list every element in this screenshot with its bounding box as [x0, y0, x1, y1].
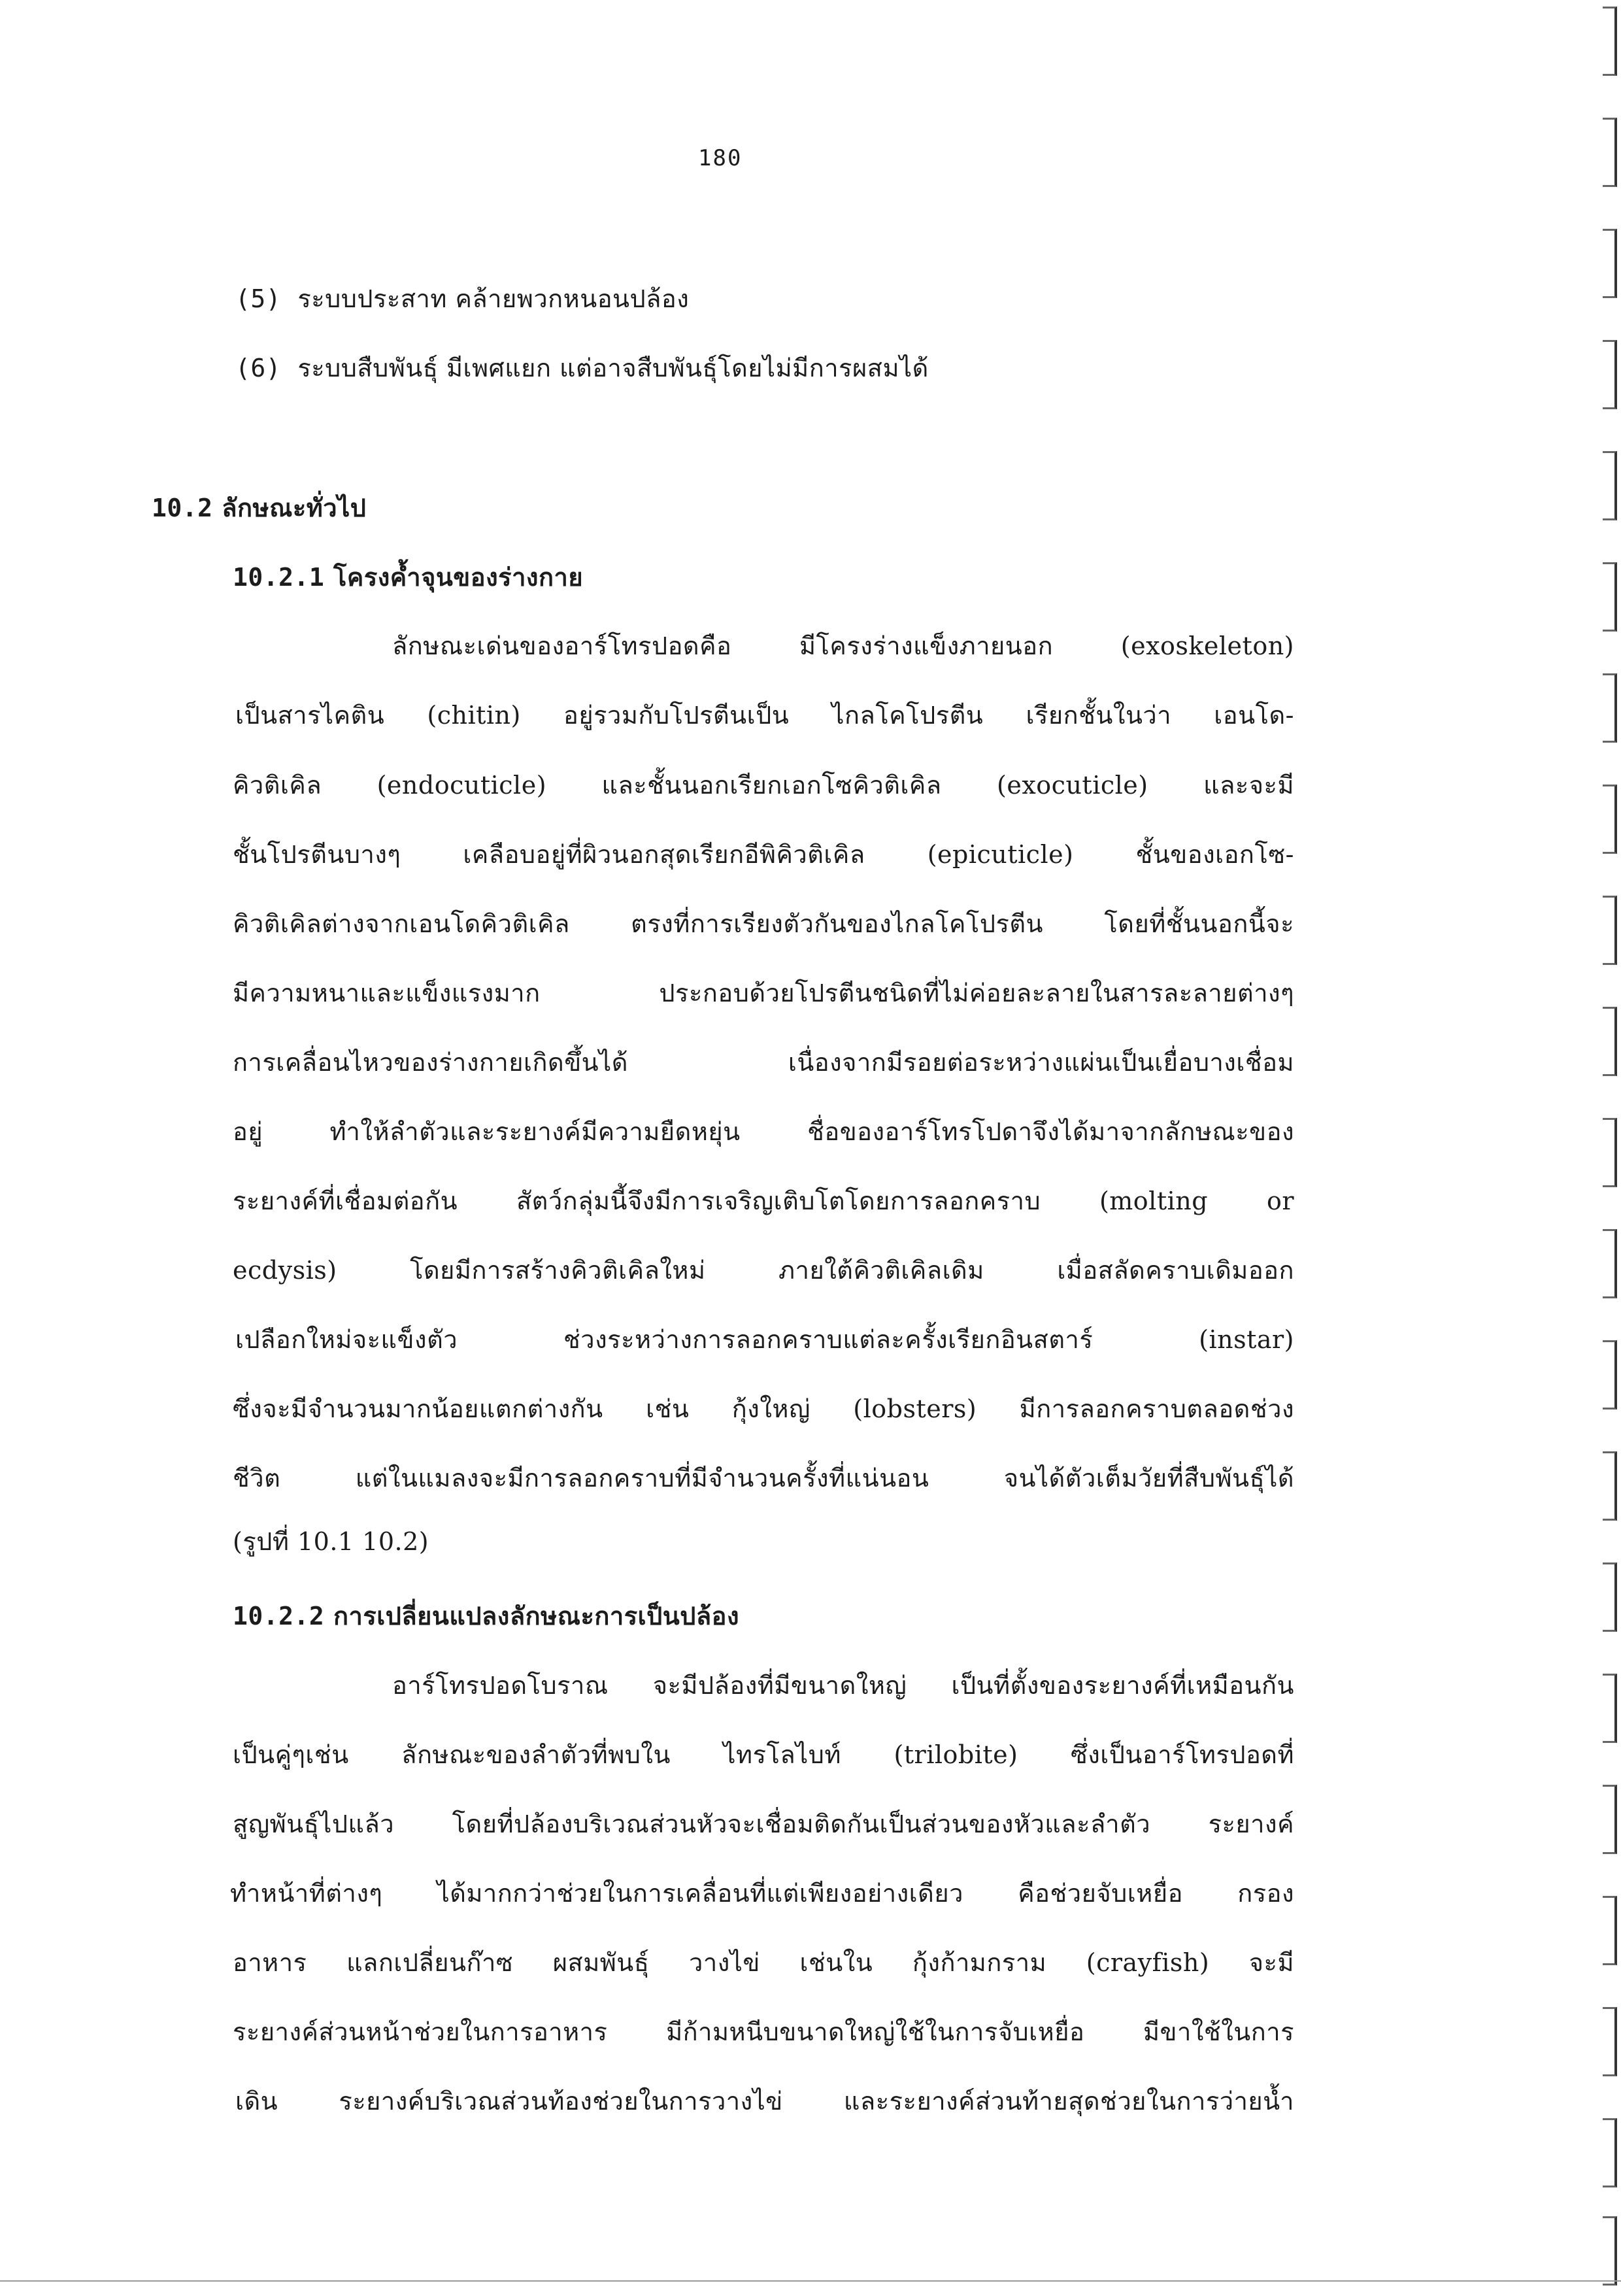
subsection-number: 10.2.2: [233, 1602, 325, 1630]
binding-mark: [1603, 1340, 1617, 1410]
paragraph-line: ระยางค์ที่เชื่อมต่อกัน สัตว์กลุ่มนี้จึงมีการเจริญเติบโตโดยการลอกคราบ (molting or: [233, 1187, 1294, 1215]
subsection-title: โครงค้ำจุนของร่างกาย: [333, 562, 584, 592]
paragraph-line: เป็นคู่ๆเช่น ลักษณะของลำตัวที่พบใน ไทรโลไบท์ (trilobite) ซึ่งเป็นอาร์โทรปอดที่: [233, 1740, 1294, 1769]
binding-mark: [1603, 118, 1617, 187]
binding-mark: [1603, 2216, 1617, 2286]
binding-mark: [1603, 451, 1617, 520]
subsection-heading-2: [233, 1600, 739, 1632]
paragraph-line: การเคลื่อนไหวของร่างกายเกิดขึ้นได้ เนื่องจากมีรอยต่อระหว่างแผ่นเป็นเยื่อบางเชื่อม: [233, 1048, 1294, 1077]
paragraph-line: คิวติเคิลต่างจากเอนโดคิวติเคิล ตรงที่การเรียงตัวกันของไกลโคโปรตีน โดยที่ชั้นนอกนี้จะ: [233, 909, 1294, 938]
list-item-text: ระบบสืบพันธุ์ มีเพศแยก แต่อาจสืบพันธุ์โดยไม่มีการผสมได้: [297, 354, 929, 382]
binding-mark: [1603, 1785, 1617, 1854]
binding-mark: [1603, 2118, 1617, 2187]
paragraph-line: เปลือกใหม่จะแข็งตัว ช่วงระหว่างการลอกคราบแต่ละครั้งเรียกอินสตาร์ (instar): [235, 1325, 1294, 1354]
list-item-text: ระบบประสาท คล้ายพวกหนอนปล้อง: [297, 284, 690, 313]
paragraph-line: ลักษณะเด่นของอาร์โทรปอดคือ มีโครงร่างแข็งภายนอก (exoskeleton): [392, 632, 1294, 660]
binding-mark: [1603, 2007, 1617, 2076]
section-heading: [152, 492, 366, 524]
subsection-heading-1: [233, 561, 583, 594]
binding-mark: [1603, 7, 1617, 76]
paragraph-line: ทำหน้าที่ต่างๆ ได้มากกว่าช่วยในการเคลื่อนที่แต่เพียงอย่างเดียว คือช่วยจับเหยื่อ กรอง: [230, 1879, 1294, 1908]
paragraph-line: มีความหนาและแข็งแรงมาก ประกอบด้วยโปรตีนชนิดที่ไม่ค่อยละลายในสารละลายต่างๆ: [233, 979, 1294, 1007]
binding-mark: [1603, 673, 1617, 743]
paragraph-line: ชั้นโปรตีนบางๆ เคลือบอยู่ที่ผิวนอกสุดเรียกอีพิคิวติเคิล (epicuticle) ชั้นของเอกโซ-: [233, 840, 1294, 869]
page-number: 180: [698, 145, 743, 171]
binding-mark: [1603, 1451, 1617, 1521]
binding-mark: [1603, 340, 1617, 409]
paragraph-line: ระยางค์ส่วนหน้าช่วยในการอาหาร มีก้ามหนีบขนาดใหญ่ใช้ในการจับเหยื่อ มีขาใช้ในการ: [233, 2017, 1294, 2046]
paragraph-line: ecdysis) โดยมีการสร้างคิวติเคิลใหม่ ภายใต้คิวติเคิลเดิม เมื่อสลัดคราบเดิมออก: [233, 1256, 1294, 1285]
binding-mark: [1603, 1007, 1617, 1076]
paragraph-line: คิวติเคิล (endocuticle) และชั้นนอกเรียกเอกโซคิวติเคิล (exocuticle) และจะมี: [233, 771, 1294, 800]
binding-mark: [1603, 1562, 1617, 1632]
paragraph-line: ชีวิต แต่ในแมลงจะมีการลอกคราบที่มีจำนวนครั้งที่แน่นอน จนได้ตัวเต็มวัยที่สืบพันธุ์ได้: [233, 1464, 1294, 1493]
paragraph-line: อยู่ ทำให้ลำตัวและระยางค์มีความยืดหยุ่น ชื่อของอาร์โทรโปดาจึงได้มาจากลักษณะของ: [233, 1117, 1294, 1146]
paragraph-line: เป็นสารไคติน (chitin) อยู่รวมกับโปรตีนเป็น ไกลโคโปรตีน เรียกชั้นในว่า เอนโด-: [235, 701, 1294, 730]
paragraph-line: สูญพันธุ์ไปแล้ว โดยที่ปล้องบริเวณส่วนหัวจะเชื่อมติดกันเป็นส่วนของหัวและลำตัว ระยางค์: [233, 1810, 1294, 1838]
page-bottom-edge: [0, 2280, 1621, 2282]
paragraph-line: เดิน ระยางค์บริเวณส่วนท้องช่วยในการวางไข่ และระยางค์ส่วนท้ายสุดช่วยในการว่ายน้ำ: [235, 2087, 1294, 2116]
list-item-5: [235, 282, 689, 315]
binding-mark: [1603, 1118, 1617, 1187]
binding-mark: [1603, 785, 1617, 854]
paragraph-line: อาหาร แลกเปลี่ยนก๊าซ ผสมพันธุ์ วางไข่ เช่นใน กุ้งก้ามกราม (crayfish) จะมี: [233, 1948, 1294, 1977]
binding-mark: [1603, 562, 1617, 632]
list-item-number: (6): [235, 354, 282, 382]
section-title: ลักษณะทั่วไป: [222, 493, 367, 522]
section-number: 10.2: [152, 494, 213, 522]
list-item-6: [235, 352, 929, 384]
binding-mark: [1603, 1674, 1617, 1743]
binding-mark: [1603, 896, 1617, 965]
binding-mark: [1603, 1229, 1617, 1298]
binding-mark: [1603, 229, 1617, 298]
paragraph-line: ซึ่งจะมีจำนวนมากน้อยแตกต่างกัน เช่น กุ้งใหญ่ (lobsters) มีการลอกคราบตลอดช่วง: [233, 1394, 1294, 1423]
paragraph-line: อาร์โทรปอดโบราณ จะมีปล้องที่มีขนาดใหญ่ เป็นที่ตั้งของระยางค์ที่เหมือนกัน: [392, 1671, 1294, 1700]
binding-mark: [1603, 1896, 1617, 1965]
subsection-title: การเปลี่ยนแปลงลักษณะการเป็นปล้อง: [333, 1601, 739, 1630]
binding-edge-marks: [1595, 0, 1621, 2296]
subsection-number: 10.2.1: [233, 563, 325, 592]
figure-reference: (รูปที่ 10.1 10.2): [233, 1527, 429, 1556]
list-item-number: (5): [235, 284, 282, 313]
